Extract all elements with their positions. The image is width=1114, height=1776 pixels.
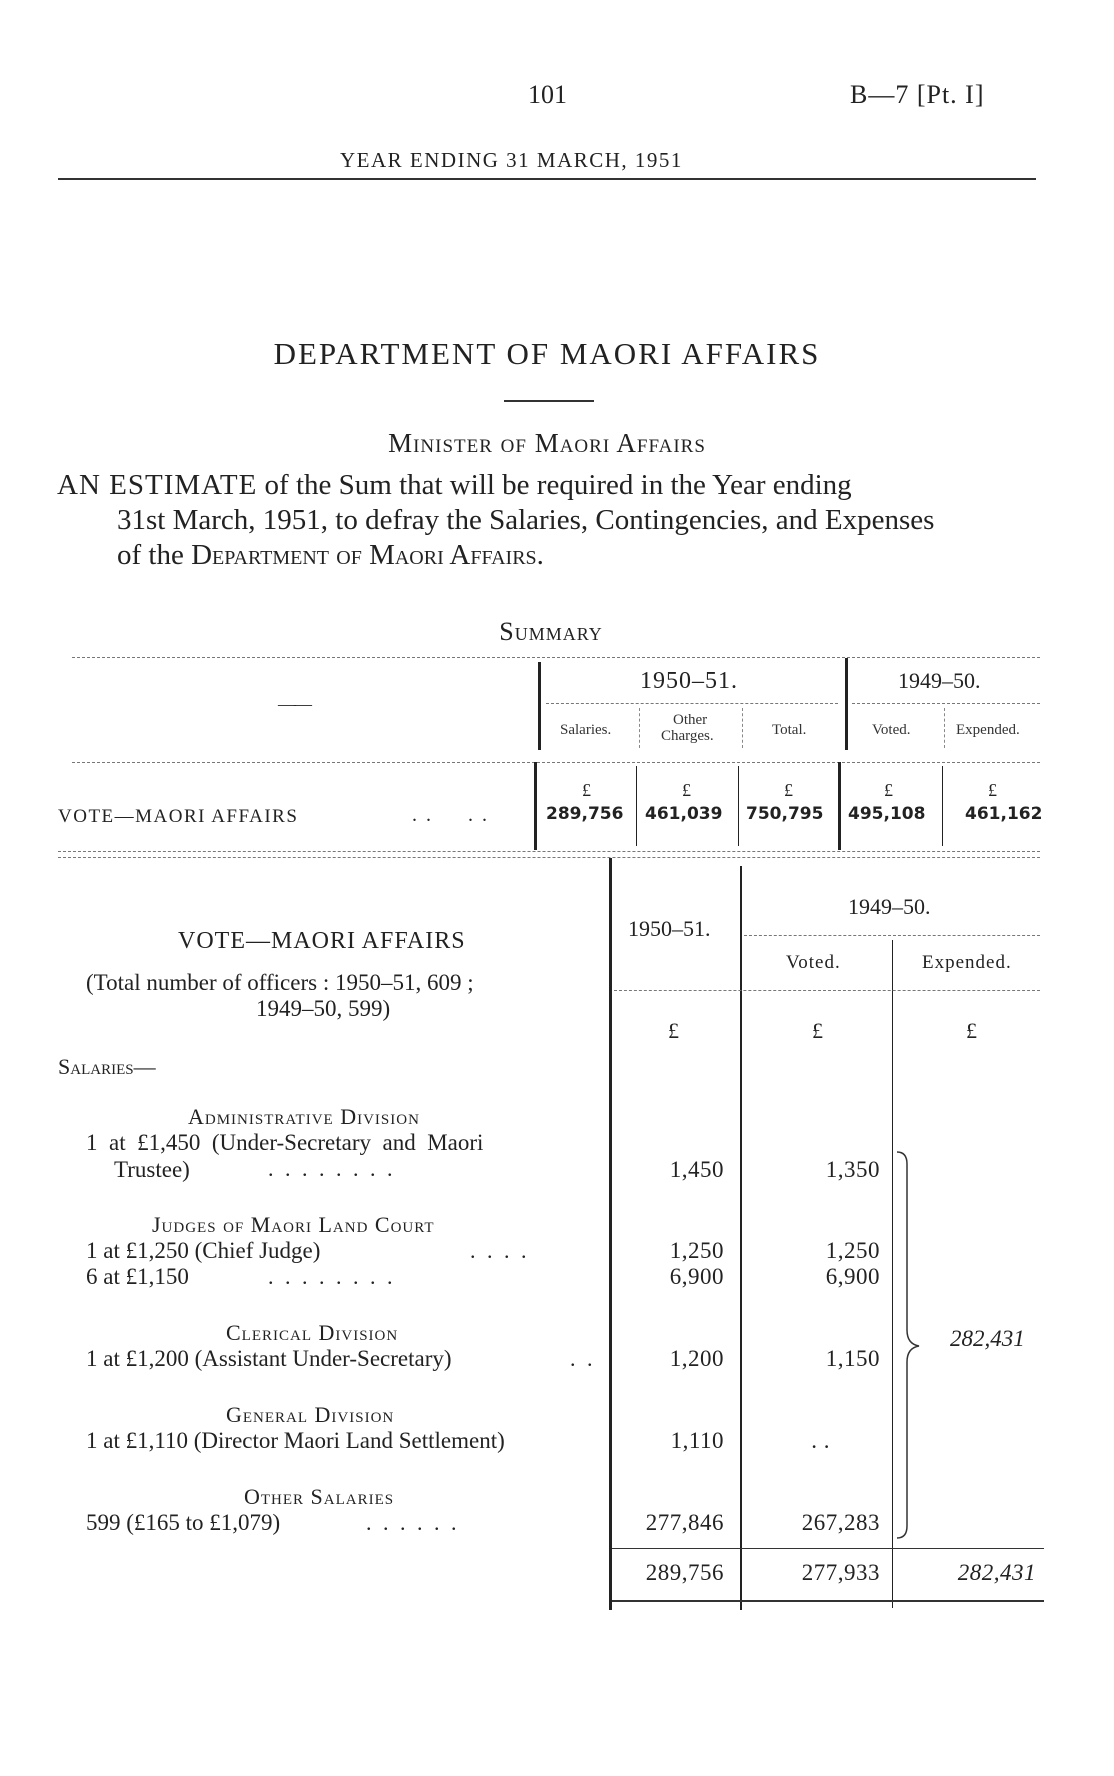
other-salaries-value-1950: 277,846 [645, 1510, 724, 1535]
summary-row-label: VOTE—MAORI AFFAIRS [58, 806, 299, 827]
vote-col-1950: 1950–51. [628, 916, 711, 941]
admin-value-voted: 1,350 [825, 1157, 880, 1182]
vote-currency-1950: £ [668, 1018, 679, 1043]
year-line: YEAR ENDING 31 MARCH, 1951 [340, 148, 683, 172]
estimate-department: Department of Maori Affairs [191, 539, 537, 571]
vote-col-voted: Voted. [786, 952, 841, 973]
judges-row1-value-1950: 1,250 [669, 1238, 724, 1263]
summary-col-1949: 1949–50. [898, 668, 981, 693]
vote-currency-voted: £ [812, 1018, 823, 1043]
admin-row-line2: Trustee) [114, 1157, 190, 1182]
vote-header-rule [614, 990, 1040, 991]
summary-value-voted: 495,108 [848, 804, 926, 824]
page-number: 101 [528, 80, 567, 109]
summary-subcol-salaries: Salaries. [560, 722, 612, 738]
vote-col-1949-rule [744, 935, 1040, 936]
clerical-title: Clerical Division [226, 1320, 399, 1345]
judges-row1-value-voted: 1,250 [825, 1238, 880, 1263]
summary-subheader-rule-2 [852, 703, 1040, 704]
clerical-row: 1 at £1,200 (Assistant Under-Secretary) [86, 1346, 452, 1371]
summary-top-rule [72, 657, 1040, 658]
totals-bottom-rule [612, 1600, 1044, 1602]
admin-value-1950: 1,450 [669, 1157, 724, 1182]
other-salaries-leader: . . . . . . [366, 1510, 460, 1535]
general-title: General Division [226, 1402, 395, 1427]
estimate-line3-pre: of the [117, 539, 192, 571]
clerical-value-voted: 1,150 [825, 1346, 880, 1371]
summary-value-expended: 461,162 [965, 804, 1043, 824]
summary-col-1950: 1950–51. [640, 668, 738, 694]
salaries-label: Salaries— [58, 1054, 156, 1079]
totals-top-rule [612, 1548, 1044, 1549]
summary-subcol-voted: Voted. [872, 722, 911, 738]
summary-row-divider-3 [636, 766, 637, 846]
summary-subcol-expended: Expended. [956, 722, 1020, 738]
estimate-paragraph [57, 468, 1047, 573]
total-value-expended: 282,431 [957, 1560, 1036, 1585]
summary-value-salaries: 289,756 [546, 804, 624, 824]
admin-row-leader: . . . . . . . . [268, 1156, 396, 1181]
summary-row-leader: . . . . [412, 804, 489, 826]
general-value-1950: 1,110 [670, 1428, 724, 1453]
admin-division-title: Administrative Division [188, 1104, 420, 1129]
estimate-lead: AN ESTIMATE [57, 469, 258, 501]
general-row: 1 at £1,110 (Director Maori Land Settlement) [86, 1428, 505, 1453]
summary-row-divider-2 [838, 762, 841, 850]
vote-officers-line1: (Total number of officers : 1950–51, 609 ; [86, 970, 474, 995]
general-value-voted: . . [811, 1428, 830, 1453]
judges-row1: 1 at £1,250 (Chief Judge) [86, 1238, 321, 1263]
judges-title: Judges of Maori Land Court [152, 1212, 435, 1237]
judges-row2: 6 at £1,150 [86, 1264, 189, 1289]
summary-subcol-other-1: Other [673, 712, 708, 728]
vote-col-expended: Expended. [922, 952, 1012, 973]
summary-subcol-sep-1 [639, 708, 640, 748]
summary-subcol-sep-3 [944, 708, 945, 748]
summary-divider-1 [538, 662, 541, 750]
summary-row-divider-1 [534, 762, 537, 850]
page-title: DEPARTMENT OF MAORI AFFAIRS [273, 336, 821, 371]
summary-bottom-rule-2 [58, 857, 1040, 858]
summary-subcol-sep-2 [742, 708, 743, 748]
clerical-row-leader: . . [570, 1346, 596, 1371]
total-value-voted: 277,933 [801, 1560, 880, 1585]
bracket-expended-value: 282,431 [950, 1326, 1025, 1351]
vote-table-left-rule [609, 858, 612, 1610]
minister-heading: Minister of Maori Affairs [388, 428, 706, 458]
header-rule [58, 178, 1036, 180]
other-salaries-title: Other Salaries [244, 1484, 395, 1509]
summary-divider-2 [845, 658, 848, 750]
summary-subcol-other-2: Charges. [661, 728, 714, 744]
summary-bottom-rule-1 [58, 851, 1040, 852]
title-rule [504, 400, 594, 402]
expended-bracket [895, 1150, 925, 1540]
summary-subheader-rule-1 [546, 703, 838, 704]
summary-currency-total: £ [784, 780, 793, 800]
vote-heading: VOTE—MAORI AFFAIRS [178, 928, 466, 954]
estimate-line3-end: . [536, 539, 544, 571]
judges-row2-value-voted: 6,900 [825, 1264, 880, 1289]
summary-label-placeholder: —— [278, 694, 310, 714]
estimate-line1: of the Sum that will be required in the Year ending [257, 469, 852, 501]
vote-col-1949: 1949–50. [848, 894, 931, 919]
admin-row-line1: 1 at £1,450 (Under-Secretary and Maori [86, 1130, 484, 1155]
summary-value-total: 750,795 [746, 804, 824, 824]
summary-currency-expended: £ [988, 780, 997, 800]
summary-row-divider-4 [738, 766, 739, 846]
total-value-1950: 289,756 [645, 1560, 724, 1585]
vote-currency-expended: £ [966, 1018, 977, 1043]
judges-row1-leader: . . . . [470, 1238, 530, 1263]
summary-subcol-total: Total. [772, 722, 807, 738]
estimate-line2: 31st March, 1951, to defray the Salaries, Contingencies, and Expenses [117, 504, 935, 536]
vote-table-mid-rule [740, 866, 742, 1610]
other-salaries-row: 599 (£165 to £1,079) [86, 1510, 281, 1535]
document-reference: B—7 [Pt. I] [850, 80, 985, 109]
judges-row2-leader: . . . . . . . . [268, 1264, 396, 1289]
summary-row-divider-5 [942, 766, 943, 846]
vote-table-voted-rule [892, 940, 893, 1608]
judges-row2-value-1950: 6,900 [669, 1264, 724, 1289]
clerical-value-1950: 1,200 [669, 1346, 724, 1371]
summary-title: Summary [499, 617, 603, 646]
summary-header-bottom-rule [72, 762, 1040, 763]
vote-officers-line2: 1949–50, 599) [256, 996, 391, 1021]
summary-currency-voted: £ [884, 780, 893, 800]
summary-value-other: 461,039 [645, 804, 723, 824]
summary-currency-salaries: £ [582, 780, 591, 800]
other-salaries-value-voted: 267,283 [801, 1510, 880, 1535]
summary-currency-other: £ [682, 780, 691, 800]
